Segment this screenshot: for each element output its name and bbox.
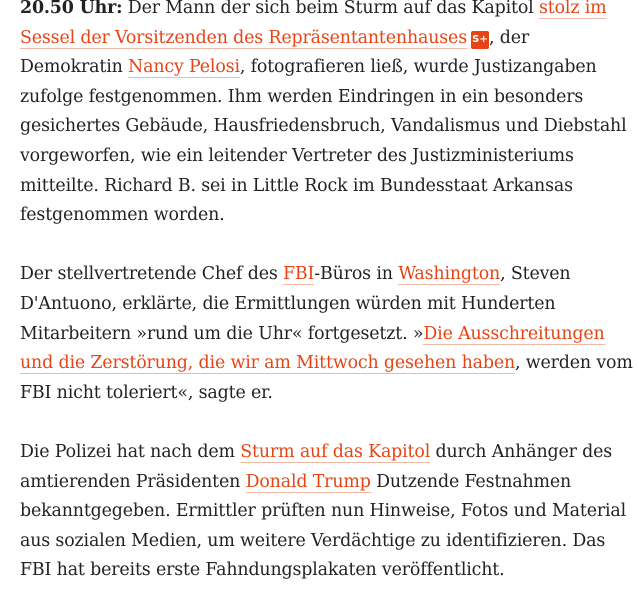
paragraph-1 xyxy=(20,0,635,231)
link-donald-trump[interactable]: Donald Trump xyxy=(245,471,371,492)
paragraph-2-text-1: Der stellvertretende Chef des xyxy=(20,264,284,285)
paragraph-2-text-4: , werden vom FBI nicht toleriert«, sagte er. xyxy=(20,353,633,403)
link-pelosi-chair-article[interactable]: stolz im Sessel der Vorsitzenden des Repräsentantenhauses xyxy=(20,0,607,48)
paragraph-3-text-2: durch Anhänger des amtierenden Präsidenten xyxy=(20,441,613,492)
link-fbi[interactable]: FBI xyxy=(283,264,315,285)
paragraph-3-text-1: Die Polizei hat nach dem xyxy=(20,441,241,462)
timestamp: 20.50 Uhr: xyxy=(20,0,123,18)
link-sturm-auf-das-kapitol[interactable]: Sturm auf das Kapitol xyxy=(240,441,431,462)
paragraph-1-text-3: , fotografieren ließ, wurde Justizangaben zufolge festgenommen. Ihm werden Eindringen in ein besonders gesichertes Gebäude, Hausfriedensbruch, Vandalismus und Diebstahl vorgeworfen, wie ein leitender Vertreter des Justizministeriums mitteilte. Richard B. sei in Little Rock im Bundesstaat Arkansas festgenommen worden. xyxy=(20,57,627,226)
paragraph-3-text-3: Dutzende Festnahmen bekanntgegeben. Ermittler prüften nun Hinweise, Fotos und Material aus sozialen Medien, um weitere Verdächtige zu identifizieren. Das FBI hat bereits erste Fahndungsplakaten veröffentlicht. xyxy=(20,471,627,581)
paragraph-1-text-2: , der Demokratin xyxy=(20,27,530,78)
paragraph-2-text-2: -Büros in xyxy=(314,264,399,285)
paragraph-3 xyxy=(20,438,635,586)
article-body xyxy=(20,0,635,615)
link-ausschreitungen-quote[interactable]: Die Ausschreitungen und die Zerstörung, die wir am Mittwoch gesehen haben xyxy=(20,323,605,374)
paragraph-2 xyxy=(20,260,635,408)
link-nancy-pelosi[interactable]: Nancy Pelosi xyxy=(128,57,240,78)
spiegel-plus-icon: S+ xyxy=(471,31,489,49)
paragraph-1-text-1: Der Mann der sich beim Sturm auf das Kapitol xyxy=(122,0,539,18)
link-washington[interactable]: Washington xyxy=(398,264,501,285)
paragraph-2-text-3: , Steven D'Antuono, erklärte, die Ermittlungen würden mit Hunderten Mitarbeitern »rund um die Uhr« fortgesetzt. » xyxy=(20,264,571,344)
